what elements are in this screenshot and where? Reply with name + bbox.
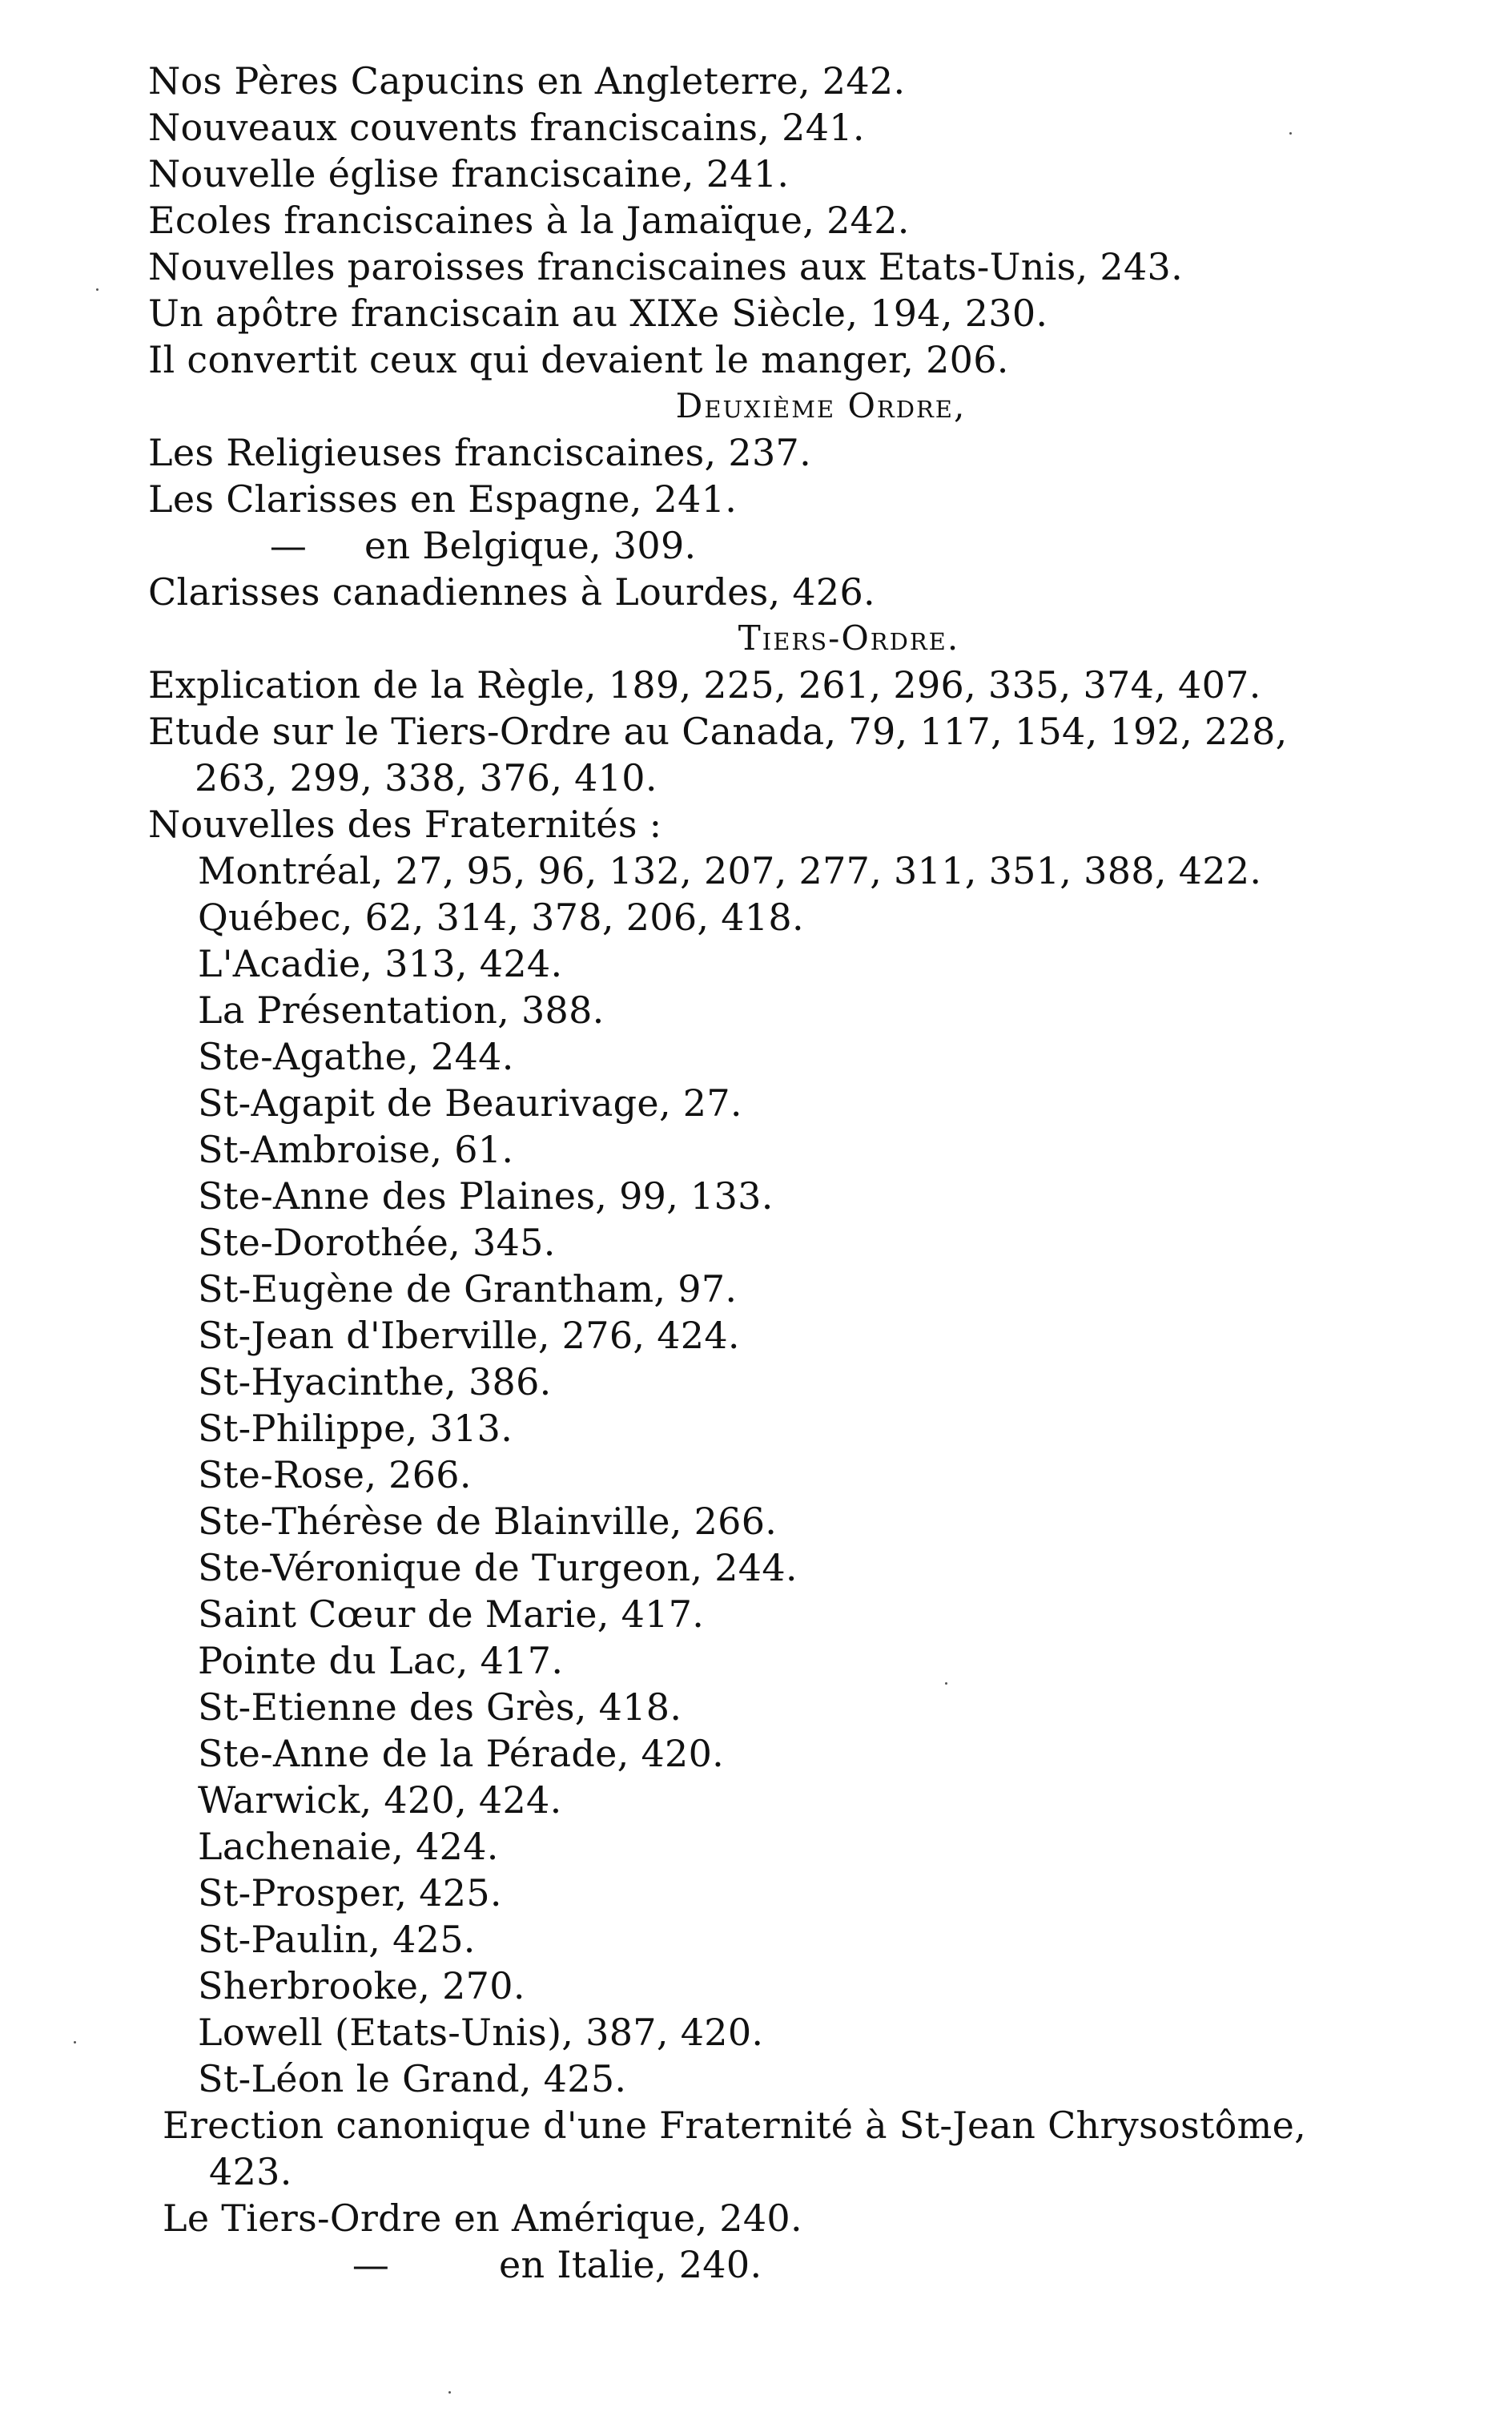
index-entry: Il convertit ceux qui devaient le manger, 206. [148,338,1009,381]
fraternite-item: Ste-Thérèse de Blainville, 266. [198,1500,778,1543]
fraternite-item: St-Paulin, 425. [198,1918,476,1961]
fraternite-item: Pointe du Lac, 417. [198,1639,564,1682]
fraternite-item: Warwick, 420, 424. [198,1778,562,1822]
ditto-entry-text: en Italie, 240. [499,2243,762,2286]
fraternite-item: Québec, 62, 314, 378, 206, 418. [198,896,804,939]
ditto-entry-text: en Belgique, 309. [364,524,697,567]
fraternite-item: St-Etienne des Grès, 418. [198,1685,682,1729]
ditto-dash: — [269,524,308,567]
print-speck [1289,132,1292,135]
index-entry: Nouveaux couvents franciscains, 241. [148,106,865,149]
fraternite-item: Ste-Agathe, 244. [198,1035,514,1078]
index-entry: Explication de la Règle, 189, 225, 261, 296, 335, 374, 407. [148,663,1261,707]
section-heading-tiers-ordre: Tiers-Ordre. [738,618,960,658]
fraternite-item: Lachenaie, 424. [198,1825,499,1868]
fraternite-item: L'Acadie, 313, 424. [198,942,563,985]
fraternite-item: Saint Cœur de Marie, 417. [198,1593,705,1636]
index-column [148,58,1333,2288]
index-entry-ditto [148,522,1333,569]
fraternite-item: St-Prosper, 425. [198,1871,502,1915]
index-entry: Erection canonique d'une Fraternité à St-Jean Chrysostôme, 423. [163,2104,1307,2193]
index-entry: Etude sur le Tiers-Ordre au Canada, 79, 117, 154, 192, 228, 263, 299, 338, 376, 410. [148,710,1288,799]
fraternite-item: La Présentation, 388. [198,989,605,1032]
fraternite-item: St-Philippe, 313. [198,1407,513,1450]
fraternite-item: St-Eugène de Grantham, 97. [198,1267,738,1311]
ditto-dash: — [352,2243,390,2286]
fraternites-list [148,848,1333,2102]
fraternite-item: Lowell (Etats-Unis), 387, 420. [198,2011,764,2054]
fraternite-item: St-Hyacinthe, 386. [198,1360,552,1403]
fraternite-item: Ste-Véronique de Turgeon, 244. [198,1546,798,1589]
fraternite-item: Ste-Anne de la Pérade, 420. [198,1732,725,1775]
index-entry: Nouvelle église franciscaine, 241. [148,152,790,195]
print-speck [74,2041,76,2044]
fraternite-item: St-Agapit de Beaurivage, 27. [198,1081,742,1125]
index-entry: Les Religieuses franciscaines, 237. [148,431,812,474]
index-entry-ditto [163,2241,1333,2288]
print-speck [945,1682,947,1685]
section-heading-deuxieme-ordre: Deuxième Ordre, [675,386,967,425]
index-entry: Un apôtre franciscain au XIXe Siècle, 194, 230. [148,292,1048,335]
index-entry: Les Clarisses en Espagne, 241. [148,477,738,521]
index-entry: Nouvelles des Fraternités : [148,803,662,846]
fraternite-item: St-Léon le Grand, 425. [198,2057,627,2100]
index-entry: Le Tiers-Ordre en Amérique, 240. [163,2197,802,2240]
print-speck [448,2391,451,2394]
fraternite-item: Ste-Anne des Plaines, 99, 133. [198,1174,774,1218]
fraternite-item: Ste-Rose, 266. [198,1453,472,1496]
print-speck [96,288,99,291]
fraternite-item: Sherbrooke, 270. [198,1964,525,2007]
fraternite-item: St-Ambroise, 61. [198,1128,514,1171]
fraternite-item: Montréal, 27, 95, 96, 132, 207, 277, 311, 351, 388, 422. [198,849,1262,892]
index-entry: Nos Pères Capucins en Angleterre, 242. [148,59,906,103]
fraternite-item: St-Jean d'Iberville, 276, 424. [198,1314,740,1357]
fraternite-item: Ste-Dorothée, 345. [198,1221,556,1264]
index-entry: Nouvelles paroisses franciscaines aux Etats-Unis, 243. [148,245,1184,288]
index-entry: Clarisses canadiennes à Lourdes, 426. [148,570,875,614]
index-entry: Ecoles franciscaines à la Jamaïque, 242. [148,199,910,242]
final-entries [163,2102,1333,2288]
